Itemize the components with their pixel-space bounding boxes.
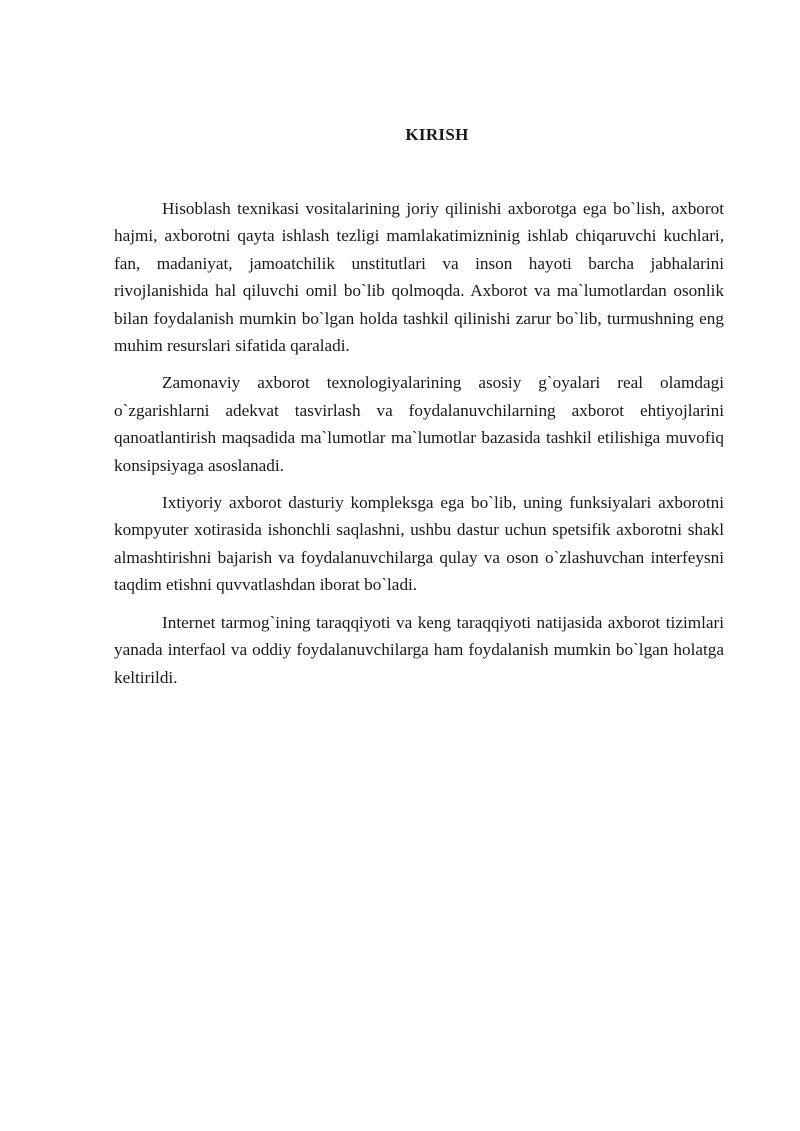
paragraph-4: Internet tarmog`ining taraqqiyoti va keng taraqqiyoti natijasida axborot tizimlari yanada interfaol va oddiy foydalanuvchilarga ham foydalanish mumkin bo`lgan holatga keltirildi. [114,612,724,687]
paragraph-3: Ixtiyoriy axborot dasturiy kompleksga ega bo`lib, uning funksiyalari axborotni kompyuter xotirasida ishonchli saqlashni, ushbu dastur uchun spetsifik axborotni shakl almashtirishni bajarish va foydalanuvchilarga qulay va oson o`zlashuvchan interfeysni taqdim etishni quvvatlashdan iborat bo`ladi. [114,493,724,595]
paragraph-2: Zamonaviy axborot texnologiyalarining asosiy g`oyalari real olamdagi o`zgarishlarni adekvat tasvirlash va foydalanuvchilarning axborot ehtiyojlarini qanoatlantirish maqsadida ma`lumotlar ma`lumotlar bazasida tashkil etilishiga muvofiq konsipsiyaga asoslanadi. [114,373,724,475]
paragraph-1: Hisoblash texnikasi vositalarining joriy qilinishi axborotga ega bo`lish, axborot hajmi, axborotni qayta ishlash tezligi mamlakatimizninig ishlab chiqaruvchi kuchlari, fan, madaniyat, jamoatchilik unstitutlari va inson hayoti barcha jabhalarini rivojlanishida hal qiluvchi omil bo`lib qolmoqda. Axborot va ma`lumotlardan osonlik bilan foydalanish mumkin bo`lgan holda tashkil qilinishi zarur bo`lib, turmushning eng muhim resurslari sifatida qaraladi. [114,199,724,356]
document-body [114,195,724,701]
page-title: KIRISH [405,125,469,144]
